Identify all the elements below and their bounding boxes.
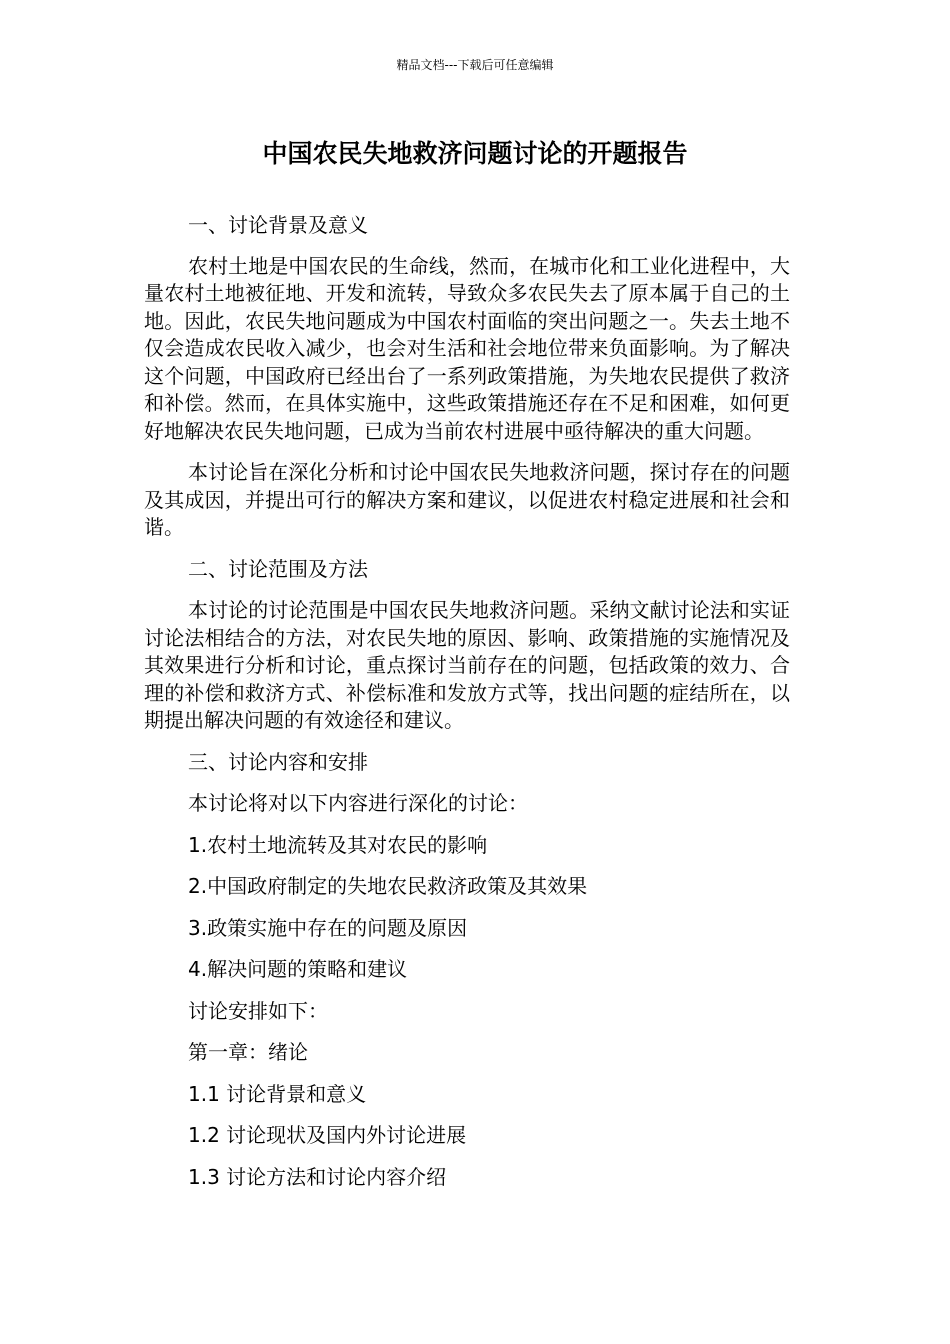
document-body: [144, 212, 790, 1191]
section-1-paragraph-1: 农村土地是中国农民的生命线，然而，在城市化和工业化进程中，大量农村土地被征地、开发和流转，导致众多农民失去了原本属于自己的土地。因此，农民失地问题成为中国农村面临的突出问题之一。失去土地不仅会造成农民收入减少，也会对生活和社会地位带来负面影响。为了解决这个问题，中国政府已经出台了一系列政策措施，为失地农民提供了救济和补偿。然而，在具体实施中，这些政策措施还存在不足和困难，如何更好地解决农民失地问题，已成为当前农村进展中亟待解决的重大问题。: [144, 253, 790, 443]
section-1-paragraph-2: 本讨论旨在深化分析和讨论中国农民失地救济问题，探讨存在的问题及其成因，并提出可行的解决方案和建议，以促进农村稳定进展和社会和谐。: [144, 460, 790, 539]
content-list-item: 3.政策实施中存在的问题及原因: [188, 915, 468, 940]
chapter-1-item: 1.3 讨论方法和讨论内容介绍: [188, 1164, 447, 1189]
section-1-heading: 一、讨论背景及意义: [188, 213, 368, 237]
section-2-heading: 二、讨论范围及方法: [188, 556, 368, 581]
chapter-1-heading: 第一章：绪论: [188, 1040, 308, 1064]
chapter-1-item: 1.1 讨论背景和意义: [188, 1081, 367, 1106]
content-list-item: 2.中国政府制定的失地农民救济政策及其效果: [188, 874, 588, 898]
section-3-intro: 本讨论将对以下内容进行深化的讨论：: [188, 791, 528, 815]
document-title: 中国农民失地救济问题讨论的开题报告: [262, 139, 688, 168]
chapter-1-item: 1.2 讨论现状及国内外讨论进展: [188, 1123, 467, 1147]
arrangement-intro: 讨论安排如下：: [188, 998, 328, 1023]
content-list-item: 4.解决问题的策略和建议: [188, 957, 408, 981]
section-2-paragraph-1: 本讨论的讨论范围是中国农民失地救济问题。采纳文献讨论法和实证讨论法相结合的方法，对农民失地的原因、影响、政策措施的实施情况及其效果进行分析和讨论，重点探讨当前存在的问题，包括政策的效力、合理的补偿和救济方式、补偿标准和发放方式等，找出问题的症结所在，以期提出解决问题的有效途径和建议。: [144, 598, 790, 732]
section-3-heading: 三、讨论内容和安排: [188, 749, 368, 774]
content-list-item: 1.农村土地流转及其对农民的影响: [188, 832, 488, 857]
page-header-note: 精品文档---下载后可任意编辑: [396, 58, 554, 72]
